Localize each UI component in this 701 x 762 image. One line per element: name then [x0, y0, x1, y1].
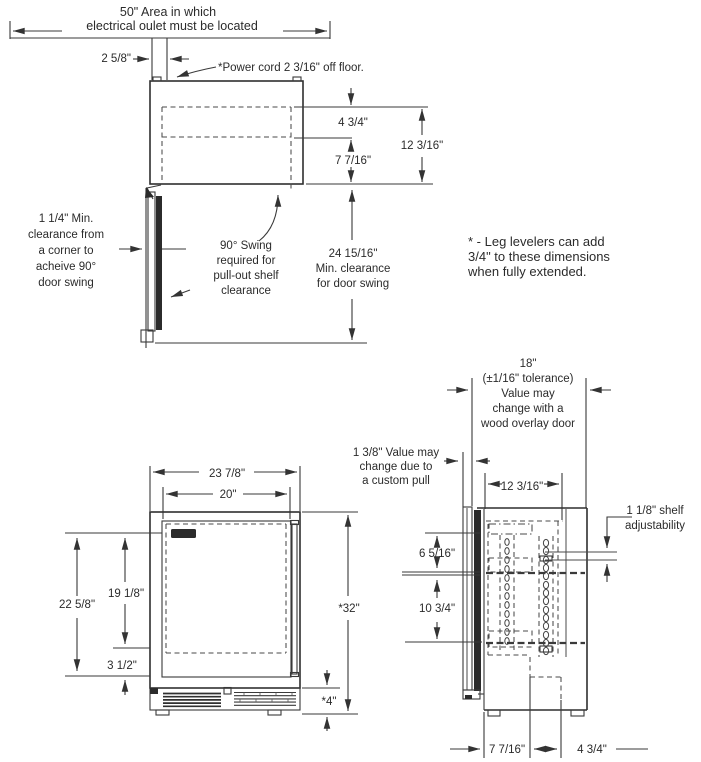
side-interior-liner — [486, 509, 566, 657]
corner-clearance-note — [28, 213, 142, 289]
custom-pull-note — [353, 447, 490, 507]
swing-note-line4: clearance — [221, 285, 271, 297]
pull-note-line1: 1 3/8" Value may — [352, 447, 440, 459]
shelf-adjust-line2: adjustability — [624, 520, 686, 532]
shelf-adjust-line1: 1 1/8" shelf — [626, 505, 684, 517]
depth-note-line1: 18" — [519, 358, 537, 370]
outlet-area-label-line1: 50" Area in which — [119, 5, 217, 19]
side-view-shelf-dimensions — [402, 533, 482, 642]
door-swing-clearance-dimension — [316, 190, 391, 340]
shelf-track-left — [500, 535, 514, 650]
side-foot-front — [488, 710, 500, 716]
power-cord-callout — [101, 38, 363, 80]
front-view-width-dimensions — [150, 466, 300, 519]
corner-note-line2: clearance from — [27, 229, 105, 241]
swing-required-note — [171, 195, 279, 297]
swing-note-line1: 90° Swing — [220, 240, 272, 252]
shelf-brackets — [489, 556, 552, 652]
leg-levelers-note — [467, 234, 610, 279]
shelf-track-right — [539, 536, 553, 657]
front-width-overall-label: 23 7/8" — [208, 468, 246, 480]
depth-note-line5: wood overlay door — [481, 418, 575, 430]
cord-offset-label: 2 5/8" — [101, 53, 131, 65]
shelf-adjustability-callout — [607, 505, 685, 582]
side-door — [463, 507, 484, 699]
compressor-step-dashed — [530, 657, 561, 700]
open-door-gasket — [156, 196, 162, 330]
front-door — [150, 512, 300, 688]
depth-note-line4: change with a — [492, 403, 564, 415]
front-height-overall-label: *32" — [338, 603, 360, 615]
top-view-pullout-shelf-dashed — [162, 107, 291, 189]
front-height-glass-label: 22 5/8" — [58, 599, 96, 611]
front-view-louvers-left — [163, 694, 221, 707]
brand-logo-badge — [171, 529, 196, 538]
pull-note-line3: a custom pull — [362, 475, 430, 487]
front-height-lower-label: 3 1/2" — [107, 660, 137, 672]
front-glass-frame — [162, 521, 291, 677]
corner-note-line5: door swing — [38, 277, 94, 289]
side-base-front-label: 7 7/16" — [488, 744, 526, 756]
side-shelf-upper-label: 6 5/16" — [418, 548, 456, 560]
side-view-cabinet — [463, 507, 617, 716]
side-foot-back — [571, 710, 584, 716]
door-clearance-line2: Min. clearance — [315, 263, 391, 275]
front-view-louvers-right — [234, 693, 296, 706]
corner-note-line3: a corner to — [38, 245, 94, 257]
front-view-height-dimensions — [59, 512, 360, 731]
side-base-back-label: 4 3/4" — [577, 744, 607, 756]
front-view-cabinet — [150, 512, 300, 715]
front-height-upper-label: 19 1/8" — [107, 588, 145, 600]
front-door-handle — [291, 521, 299, 677]
front-width-door-label: 20" — [219, 489, 237, 501]
door-clearance-line1: 24 15/16" — [328, 248, 378, 260]
leg-note-line2: 3/4" to these dimensions — [468, 249, 610, 264]
front-height-base-label: *4" — [321, 696, 337, 708]
side-depth-inner-label: 12 3/16" — [500, 481, 544, 493]
top-depth-upper-label: 4 3/4" — [338, 117, 368, 129]
pull-note-line2: change due to — [359, 461, 433, 473]
swing-note-line2: required for — [216, 255, 276, 267]
open-door-panel — [148, 192, 155, 331]
power-cord-label: *Power cord 2 3/16" off floor. — [218, 62, 364, 74]
corner-note-line1: 1 1/4" Min. — [38, 213, 94, 225]
door-clearance-line3: for door swing — [316, 278, 390, 290]
front-foot-left — [156, 710, 169, 715]
side-shelf-lower-label: 10 3/4" — [418, 603, 456, 615]
front-kick-grille — [150, 688, 300, 716]
top-depth-total-label: 12 3/16" — [400, 140, 444, 152]
front-glass-dashed — [166, 524, 286, 653]
outlet-area-label-line2: electrical oulet must be located — [86, 19, 258, 33]
outlet-area-dimension — [10, 5, 330, 39]
side-inner-depth-dimension — [485, 473, 562, 520]
top-view-cabinet — [150, 77, 303, 189]
corner-note-line4: acheive 90° — [35, 261, 97, 273]
front-foot-right — [268, 710, 281, 715]
leg-note-line3: when fully extended. — [468, 264, 587, 279]
depth-note-line2: (±1/16" tolerance) — [482, 373, 574, 385]
swing-note-line3: pull-out shelf — [213, 270, 279, 282]
depth-note-line3: Value may — [501, 388, 555, 400]
leg-note-line1: * - Leg levelers can add — [468, 234, 605, 249]
top-view-depth-dimensions — [294, 88, 443, 184]
open-door-foot — [141, 330, 153, 342]
top-depth-lower-label: 7 7/16" — [334, 155, 372, 167]
